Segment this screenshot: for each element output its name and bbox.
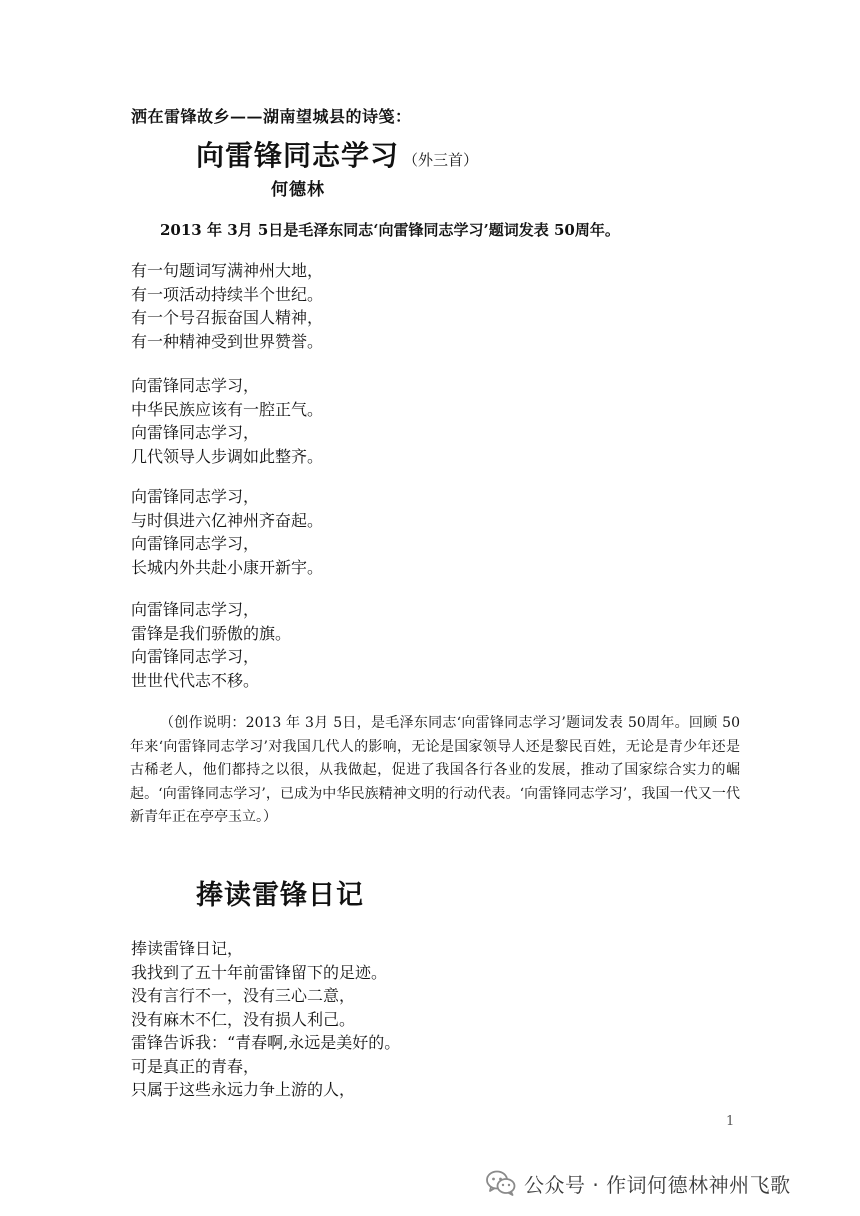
page-number: 1	[726, 1114, 735, 1129]
poem-line: 可是真正的青春，	[131, 1056, 260, 1076]
creation-note: （创作说明：2013 年 3月 5日，是毛泽东同志‘向雷锋同志学习’题词发表 50周年。回顾 50 年来‘向雷锋同志学习’对我国几代人的影响，无论是国家领导人还是黎民百姓，无论是青少年还是古稀老人，他们都持之以很，从我做起，促进了我国各行各业的发展，推动了国家综合实力的崛起。‘向雷锋同志学习’，已成为中华民族精神文明的行动代表。‘向雷锋同志学习’，我国一代又一代新青年正在亭亭玉立。）	[130, 715, 740, 825]
poem-stanza	[131, 374, 323, 468]
poem-line: 向雷锋同志学习，	[131, 376, 260, 395]
watermark	[486, 1166, 791, 1200]
title-subtitle: （外三首）	[403, 151, 479, 169]
poem-line: 只属于这些永远力争上游的人，	[131, 1080, 356, 1099]
poem-stanza	[131, 485, 323, 579]
dedication-line: 2013 年 3月 5日是毛泽东同志‘向雷锋同志学习’题词发表 50周年。	[160, 221, 620, 239]
poem-line: 雷锋是我们骄傲的旗。	[131, 623, 292, 643]
poem-line: 向雷锋同志学习，	[131, 487, 260, 506]
author-name: 何德林	[271, 180, 325, 200]
poem-line: 向雷锋同志学习，	[131, 423, 260, 442]
watermark-text: 公众号 · 作词何德林神州飞歌	[524, 1172, 791, 1197]
poem-line: 捧读雷锋日记，	[131, 939, 244, 958]
poem-line: 我找到了五十年前雷锋留下的足迹。	[131, 962, 388, 982]
poem-line: 中华民族应该有一腔正气。	[131, 399, 324, 419]
poem-line: 雷锋告诉我：“青春啊,永远是美好的。	[131, 1033, 401, 1052]
poem-stanza	[131, 937, 400, 1102]
poem-line: 没有言行不一，没有三心二意，	[131, 986, 356, 1005]
page-title	[196, 134, 478, 174]
poem-line: 有一种精神受到世界赞誉。	[131, 331, 324, 351]
poem-stanza	[131, 598, 291, 692]
section-title: 捧读雷锋日记	[196, 880, 364, 911]
wechat-icon	[486, 1170, 516, 1196]
poem-line: 长城内外共赴小康开新宇。	[131, 557, 324, 577]
poem-line: 没有麻木不仁，没有损人利己。	[131, 1009, 356, 1029]
poem-line: 向雷锋同志学习，	[131, 534, 260, 553]
poem-line: 世世代代志不移。	[131, 670, 260, 690]
title-text: 向雷锋同志学习	[196, 139, 400, 172]
poem-line: 几代领导人步调如此整齐。	[131, 446, 324, 466]
poem-line: 有一项活动持续半个世纪。	[131, 284, 324, 304]
poem-line: 向雷锋同志学习，	[131, 647, 260, 666]
poem-stanza	[131, 259, 323, 353]
header-line: 洒在雷锋故乡——湖南望城县的诗笺：	[131, 107, 412, 126]
poem-line: 有一句题词写满神州大地，	[131, 261, 324, 280]
poem-line: 与时俱进六亿神州齐奋起。	[131, 510, 324, 530]
poem-line: 有一个号召振奋国人精神，	[131, 308, 324, 327]
poem-line: 向雷锋同志学习，	[131, 600, 260, 619]
